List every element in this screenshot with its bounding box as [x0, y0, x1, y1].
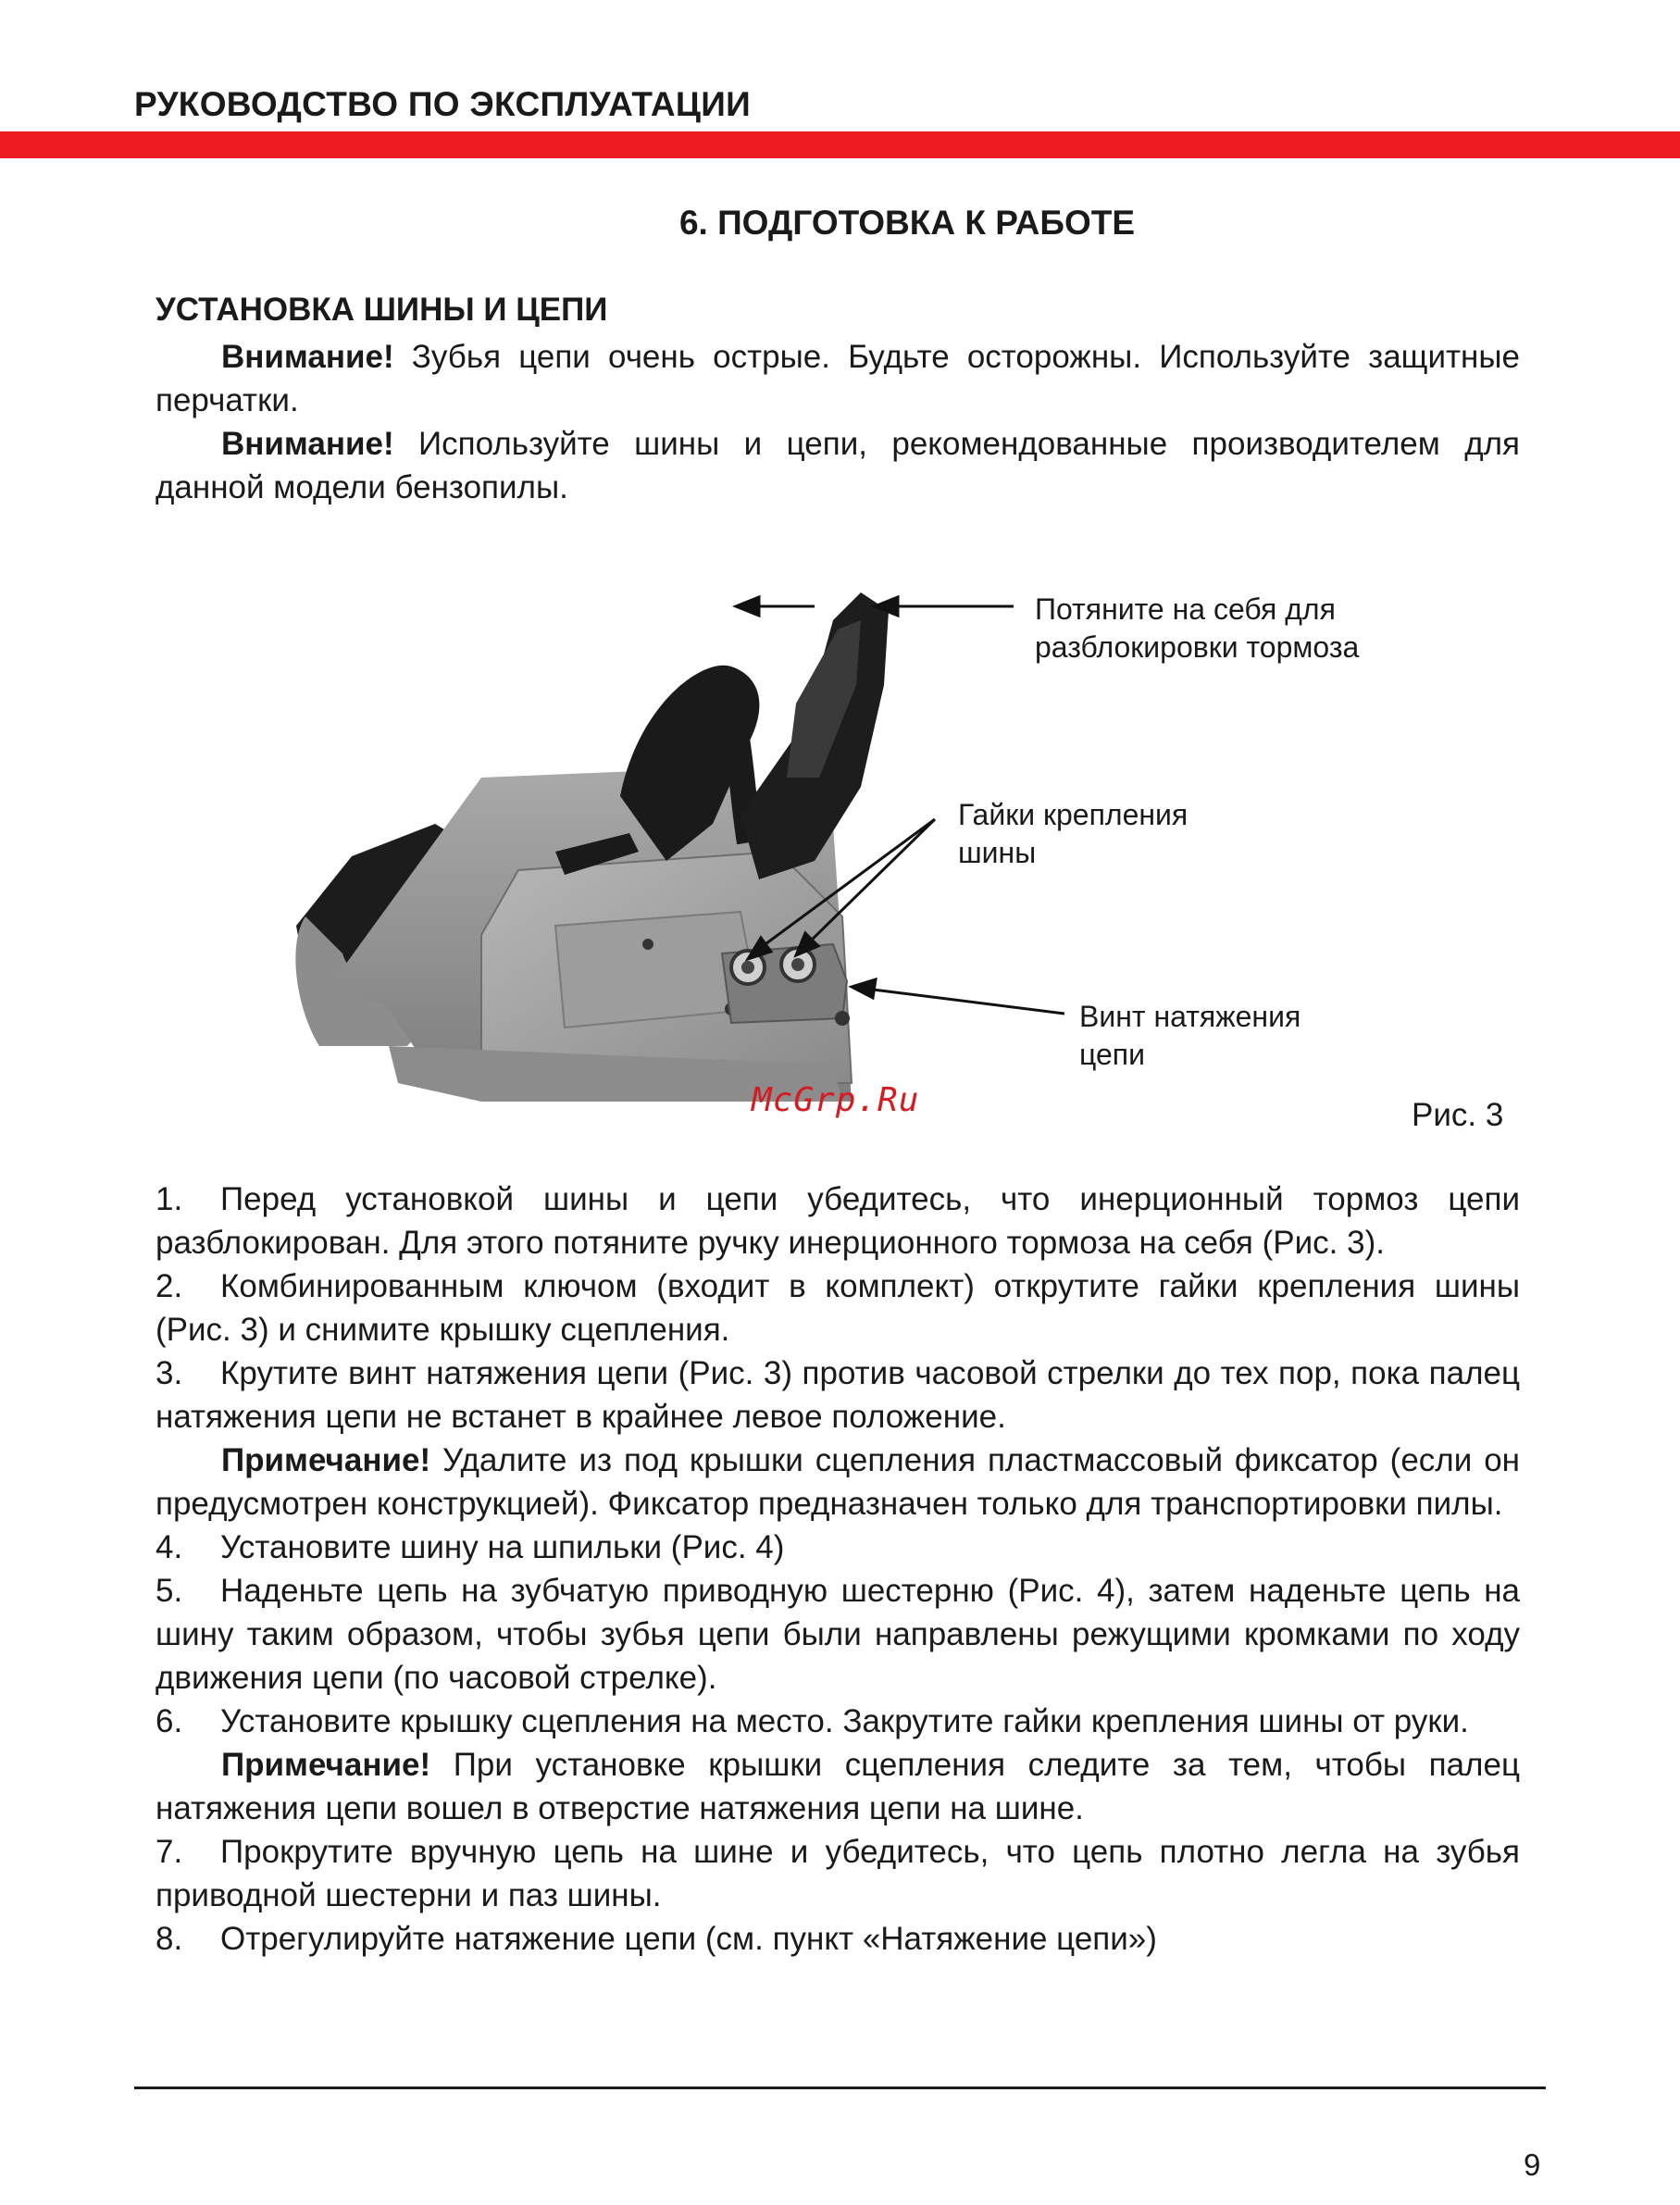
list-number: 1. — [156, 1181, 183, 1217]
chainsaw-illustration — [0, 546, 1680, 1139]
list-text: Наденьте цепь на зубчатую приводную шестерню (Рис. 4), затем наденьте цепь на шину таким образом, чтобы зубья цепи были направлены режущими кромками по ходу движения цепи (по часовой стрелке). — [156, 1573, 1520, 1696]
list-number: 4. — [156, 1529, 183, 1565]
note-label: Примечание! — [221, 1442, 431, 1478]
subsection-title: УСТАНОВКА ШИНЫ И ЦЕПИ — [156, 292, 608, 328]
note-text: При установке крышки сцепления следите за тем, чтобы палец натяжения цепи вошел в отверстие натяжения цепи на шине. — [156, 1747, 1520, 1826]
instructions-block — [156, 1177, 1520, 1961]
header-title: РУКОВОДСТВО ПО ЭКСПЛУАТАЦИИ — [134, 85, 752, 123]
list-item — [156, 1569, 1520, 1700]
list-number: 5. — [156, 1573, 183, 1609]
callout-screw — [1079, 998, 1300, 1074]
list-number: 8. — [156, 1921, 183, 1957]
list-number: 7. — [156, 1834, 183, 1870]
list-text: Перед установкой шины и цепи убедитесь, что инерционный тормоз цепи разблокирован. Для этого потяните ручку инерционного тормоза на себя (Рис. 3). — [156, 1181, 1520, 1261]
callout-brake — [1035, 591, 1359, 666]
figure-caption: Рис. 3 — [1412, 1097, 1504, 1133]
list-text: Установите крышку сцепления на место. Закрутите гайки крепления шины от руки. — [220, 1703, 1469, 1739]
warning-label: Внимание! — [221, 426, 394, 462]
list-number: 3. — [156, 1355, 183, 1391]
list-text: Прокрутите вручную цепь на шине и убедитесь, что цепь плотно легла на зубья приводной шестерни и паз шины. — [156, 1834, 1520, 1913]
warnings-block — [156, 335, 1520, 509]
list-text: Крутите винт натяжения цепи (Рис. 3) против часовой стрелки до тех пор, пока палец натяжения цепи не встанет в крайнее левое положение. — [156, 1355, 1520, 1435]
callout-nuts-line-1: Гайки крепления — [958, 798, 1188, 831]
callout-nuts-line-2: шины — [958, 836, 1037, 869]
list-text: Комбинированным ключом (входит в комплект) открутите гайки крепления шины (Рис. 3) и снимите крышку сцепления. — [156, 1268, 1520, 1348]
note-label: Примечание! — [221, 1747, 431, 1783]
warning-paragraph-2 — [156, 422, 1520, 509]
warning-text: Зубья цепи очень острые. Будьте осторожны. Используйте защитные перчатки. — [156, 339, 1520, 418]
tension-screw — [835, 1011, 850, 1026]
list-text: Отрегулируйте натяжение цепи (см. пункт «Натяжение цепи») — [220, 1921, 1157, 1957]
watermark: McGrp.Ru — [752, 1081, 920, 1119]
list-text: Установите шину на шпильки (Рис. 4) — [220, 1529, 785, 1565]
list-number: 2. — [156, 1268, 183, 1304]
list-item — [156, 1352, 1520, 1439]
footer-divider — [134, 2087, 1546, 2089]
list-item — [156, 1917, 1520, 1961]
callout-brake-line-1: Потяните на себя для — [1035, 592, 1336, 626]
header-red-bar — [0, 131, 1680, 158]
warning-paragraph-1 — [156, 335, 1520, 422]
page-number: 9 — [1524, 2148, 1541, 2182]
list-number: 6. — [156, 1703, 183, 1739]
note-text: Удалите из под крышки сцепления пластмассовый фиксатор (если он предусмотрен конструкцией). Фиксатор предназначен только для транспортировки пилы. — [156, 1442, 1520, 1522]
warning-text: Используйте шины и цепи, рекомендованные производителем для данной модели бензопилы. — [156, 426, 1520, 505]
list-item — [156, 1177, 1520, 1264]
callout-nuts — [958, 796, 1188, 872]
figure-3 — [0, 546, 1680, 1139]
list-item — [156, 1830, 1520, 1917]
list-item — [156, 1526, 1520, 1569]
warning-label: Внимание! — [221, 339, 394, 375]
callout-screw-line-2: цепи — [1079, 1038, 1145, 1071]
list-item — [156, 1264, 1520, 1352]
note-paragraph-2 — [156, 1743, 1520, 1830]
callout-screw-line-1: Винт натяжения — [1079, 1000, 1301, 1033]
note-paragraph-1 — [156, 1439, 1520, 1526]
section-title: 6. ПОДГОТОВКА К РАБОТЕ — [678, 204, 1136, 242]
callout-brake-line-2: разблокировки тормоза — [1035, 630, 1360, 664]
list-item — [156, 1700, 1520, 1743]
